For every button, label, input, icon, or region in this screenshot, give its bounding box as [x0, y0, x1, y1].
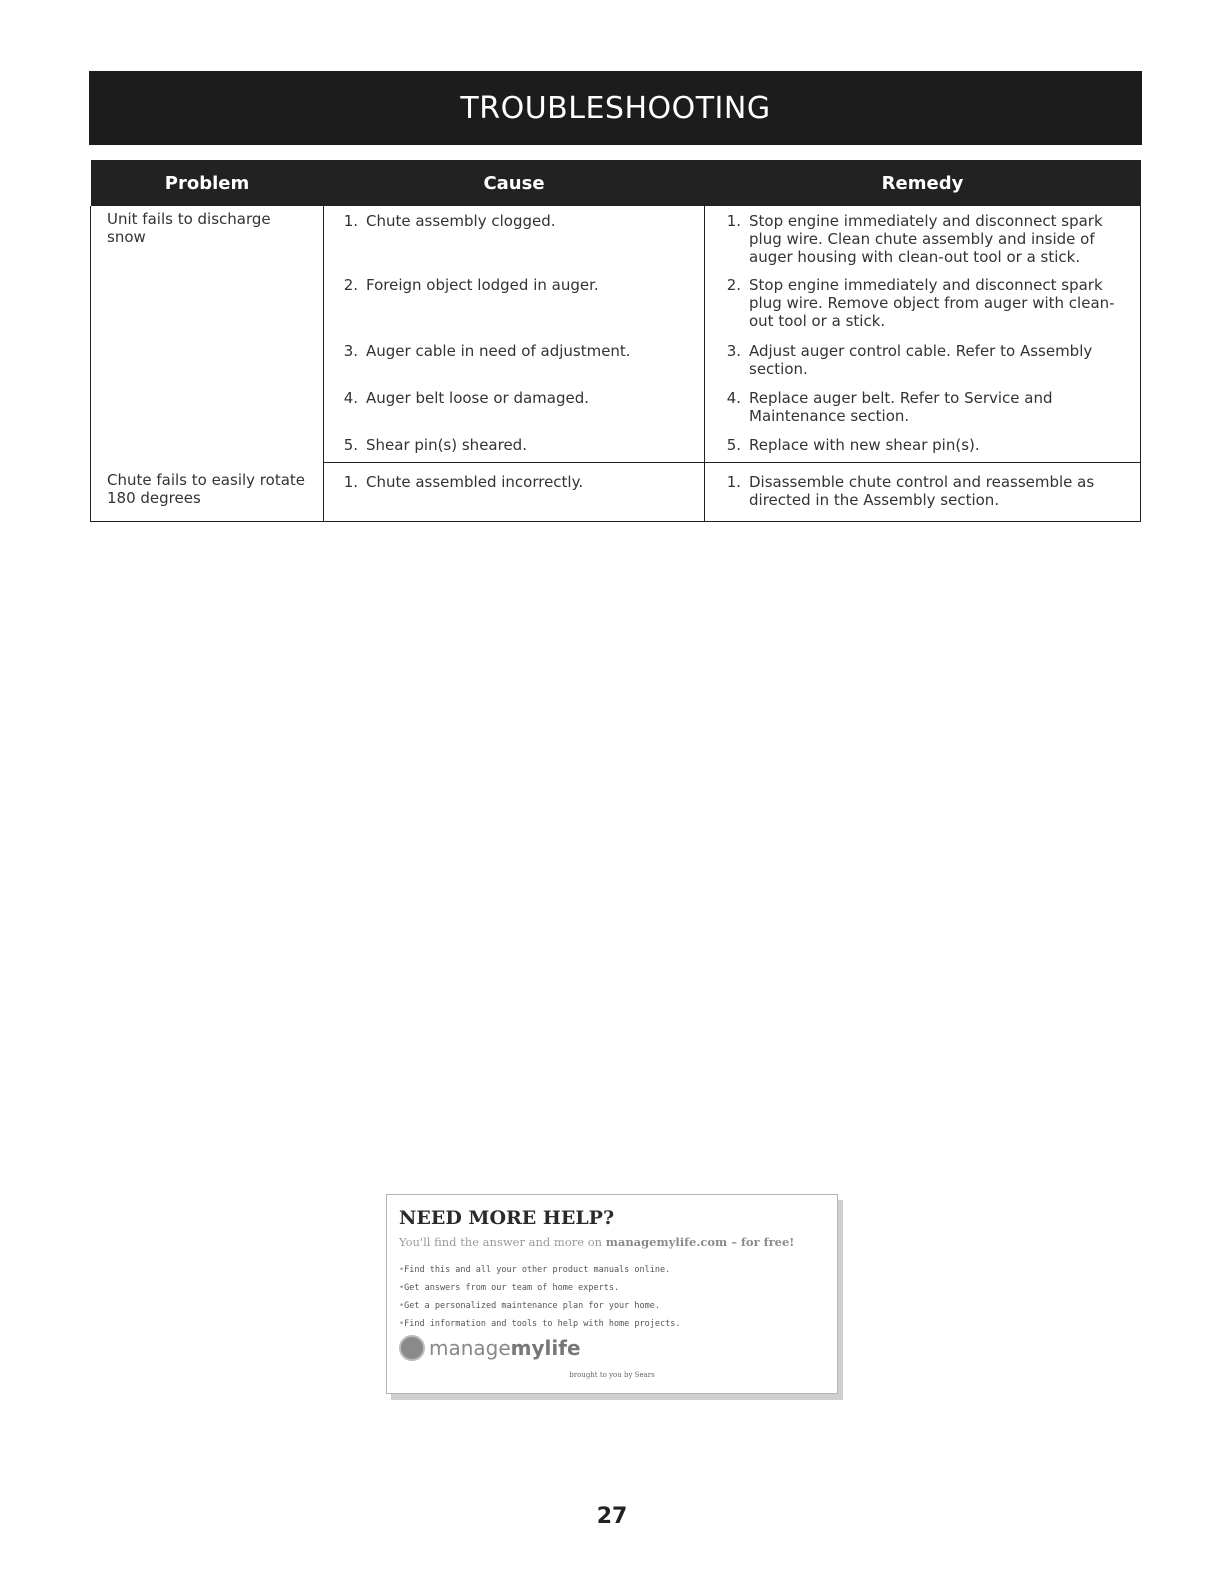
help-subtitle-prefix: You'll find the answer and more on	[399, 1235, 606, 1249]
header-cause: Cause	[324, 160, 705, 206]
managemylife-logo	[399, 1335, 581, 1361]
item-number: 3.	[343, 342, 358, 360]
remedy-text: Replace auger belt. Refer to Service and Maintenance section.	[749, 389, 1053, 425]
remedy-cell	[705, 436, 1141, 463]
table-header-row	[91, 160, 1141, 206]
remedy-cell	[705, 206, 1141, 276]
brought-by-sears: brought to you by Sears	[569, 1371, 655, 1379]
cause-cell	[324, 206, 705, 276]
cause-text: Chute assembly clogged.	[366, 212, 556, 230]
item-number: 2.	[343, 276, 358, 294]
table-row	[91, 463, 1141, 522]
list-item: • Get a personalized maintenance plan for your home.	[399, 1297, 680, 1315]
help-site-link[interactable]: managemylife.com	[605, 1235, 728, 1249]
cause-cell	[324, 389, 705, 436]
cause-text: Auger cable in need of adjustment.	[366, 342, 631, 360]
remedy-text: Disassemble chute control and reassemble as directed in the Assembly section.	[749, 473, 1095, 509]
list-item: • Get answers from our team of home experts.	[399, 1279, 680, 1297]
item-number: 5.	[343, 436, 358, 454]
remedy-text: Stop engine immediately and disconnect spark plug wire. Clean chute assembly and inside of auger housing with clean-out tool or a stick.	[749, 212, 1103, 266]
item-number: 2.	[726, 276, 741, 294]
item-number: 1.	[343, 473, 358, 491]
cause-text: Foreign object lodged in auger.	[366, 276, 599, 294]
page-title-banner	[89, 71, 1142, 145]
help-title: NEED MORE HELP?	[399, 1207, 615, 1229]
remedy-cell	[705, 389, 1141, 436]
page-title: TROUBLESHOOTING	[460, 90, 771, 126]
problem-cell: Unit fails to discharge snow	[91, 206, 324, 463]
help-subtitle	[399, 1235, 794, 1249]
remedy-text: Adjust auger control cable. Refer to Assembly section.	[749, 342, 1093, 378]
cause-cell	[324, 436, 705, 463]
item-number: 4.	[343, 389, 358, 407]
help-bullet-list	[399, 1261, 680, 1333]
cause-text: Auger belt loose or damaged.	[366, 389, 590, 407]
troubleshooting-table	[90, 160, 1141, 522]
remedy-text: Replace with new shear pin(s).	[749, 436, 980, 454]
header-remedy: Remedy	[705, 160, 1141, 206]
item-number: 5.	[726, 436, 741, 454]
item-number: 4.	[726, 389, 741, 407]
remedy-text: Stop engine immediately and disconnect spark plug wire. Remove object from auger with clean-out tool or a stick.	[749, 276, 1115, 330]
cause-cell	[324, 463, 705, 522]
list-item: • Find this and all your other product manuals online.	[399, 1261, 680, 1279]
item-number: 1.	[726, 212, 741, 230]
problem-cell: Chute fails to easily rotate 180 degrees	[91, 463, 324, 522]
page-number: 27	[596, 1504, 628, 1529]
remedy-cell	[705, 276, 1141, 342]
header-problem: Problem	[91, 160, 324, 206]
remedy-cell	[705, 342, 1141, 389]
item-number: 1.	[343, 212, 358, 230]
logo-globe-icon	[399, 1335, 425, 1361]
help-subtitle-suffix: – for free!	[727, 1235, 795, 1249]
need-more-help-box	[386, 1194, 838, 1394]
item-number: 1.	[726, 473, 741, 491]
table-row	[91, 206, 1141, 276]
item-number: 3.	[726, 342, 741, 360]
cause-cell	[324, 342, 705, 389]
list-item: • Find information and tools to help with home projects.	[399, 1315, 680, 1333]
remedy-cell	[705, 463, 1141, 522]
logo-wordmark: managemylife	[429, 1336, 581, 1360]
cause-text: Chute assembled incorrectly.	[366, 473, 584, 491]
cause-text: Shear pin(s) sheared.	[366, 436, 527, 454]
cause-cell	[324, 276, 705, 342]
